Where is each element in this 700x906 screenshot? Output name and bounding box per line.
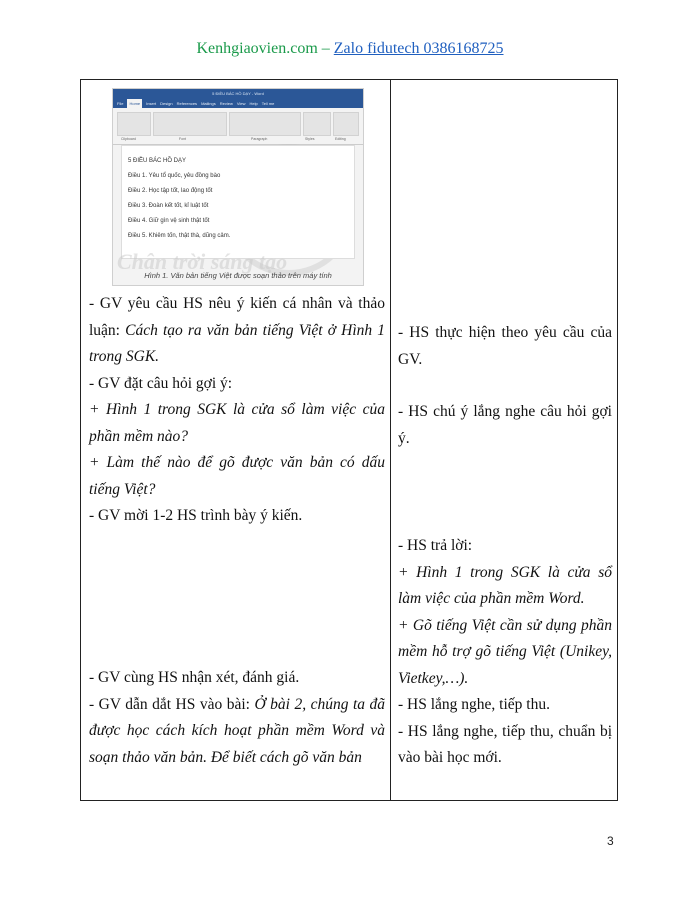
answer-1: + Hình 1 trong SGK là cửa sổ làm việc của phần mềm Word. [398, 563, 612, 607]
tab-references: References [176, 101, 198, 106]
lead-in-text: - GV dẫn dắt HS vào bài: [89, 695, 255, 713]
student-response-4: - HS lắng nghe, tiếp thu, chuẩn bị vào bài học mới. [398, 722, 612, 766]
font-caption: Font [179, 137, 187, 141]
column-divider [390, 80, 391, 800]
doc-heading: 5 ĐIỀU BÁC HỒ DẠY [128, 158, 187, 164]
doc-line: Điều 4. Giữ gìn vệ sinh thật tốt [128, 218, 210, 224]
page-header [0, 40, 700, 58]
lead-in-paragraph [89, 692, 385, 772]
tab-design: Design [160, 101, 173, 106]
tab-help: Help [249, 101, 258, 106]
tab-file: File [117, 101, 124, 106]
styles-caption: Styles [305, 137, 315, 141]
tab-mailings: Mailings [201, 101, 216, 106]
contact-link[interactable]: Zalo fidutech 0386168725 [333, 40, 504, 57]
styles-group [303, 112, 331, 136]
doc-line: Điều 3. Đoàn kết tốt, kỉ luật tốt [128, 203, 209, 209]
answer-intro: - HS trả lời: [398, 537, 473, 554]
doc-line: Điều 2. Học tập tốt, lao động tốt [128, 188, 213, 194]
window-title: 5 ĐIỀU BÁC HỒ DẠY - Word [113, 89, 363, 99]
paragraph-caption: Paragraph [251, 137, 268, 141]
ribbon [113, 108, 363, 145]
invite-students: - GV mời 1-2 HS trình bày ý kiến. [89, 507, 303, 524]
watermark-text: Chân trời sáng tạo [117, 249, 288, 274]
instruction-italic: Cách tạo ra văn bản tiếng Việt ở Hình 1 trong SGK. [89, 321, 385, 365]
instruction-text: - GV yêu cầu HS nêu ý kiến cá nhân và thảo luận: [89, 295, 385, 339]
answer-2: + Gõ tiếng Việt cần sử dụng phần mềm hỗ trợ gõ tiếng Việt (Unikey, Vietkey,…). [398, 616, 612, 687]
site-name: Kenhgiaovien.com [196, 40, 318, 57]
student-response-1: - HS thực hiện theo yêu cầu của GV. [398, 324, 612, 368]
student-response-2: - HS chú ý lắng nghe câu hỏi gợi ý. [398, 403, 612, 447]
evaluation-text: - GV cùng HS nhận xét, đánh giá. [89, 669, 300, 686]
student-answer-block [398, 533, 612, 772]
doc-line: Điều 1. Yêu tổ quốc, yêu đồng bào [128, 173, 221, 179]
editing-caption: Editing [335, 137, 346, 141]
tab-tell-me: Tell me [261, 101, 275, 106]
editing-group [333, 112, 359, 136]
lead-in-italic: Ở bài 2, chúng ta đã được học cách kích hoạt phần mềm Word và soạn thảo văn bản. Để biết cách gõ văn bản [89, 695, 385, 766]
page-number: 3 [607, 834, 614, 848]
document-canvas [121, 145, 355, 259]
tab-home: Home [129, 101, 141, 106]
lesson-table [80, 79, 618, 801]
header-separator: – [317, 40, 334, 57]
hint-intro: - GV đặt câu hỏi gợi ý: [89, 374, 233, 392]
clipboard-caption: Clipboard [121, 137, 136, 141]
tab-view: View [236, 101, 246, 106]
left-col-block-2 [89, 665, 385, 771]
font-group [153, 112, 227, 136]
paragraph-group [229, 112, 301, 136]
tab-insert: Insert [146, 101, 157, 106]
figure-caption: Hình 1. Văn bản tiếng Việt được soạn thảo trên máy tính [144, 271, 332, 280]
hint-question-2: + Làm thế nào để gõ được văn bản có dấu tiếng Việt? [89, 454, 385, 498]
word-screenshot-figure [112, 88, 364, 286]
left-col-block-1 [89, 291, 385, 530]
clipboard-group [117, 112, 151, 136]
hint-question-1: + Hình 1 trong SGK là cửa sổ làm việc của phần mềm nào? [89, 401, 385, 445]
instruction-paragraph [89, 291, 385, 371]
doc-line: Điều 5. Khiêm tốn, thật thà, dũng cảm. [128, 233, 231, 239]
ribbon-tabs [113, 99, 363, 108]
student-response-3: - HS lắng nghe, tiếp thu. [398, 696, 550, 713]
tab-review: Review [219, 101, 233, 106]
